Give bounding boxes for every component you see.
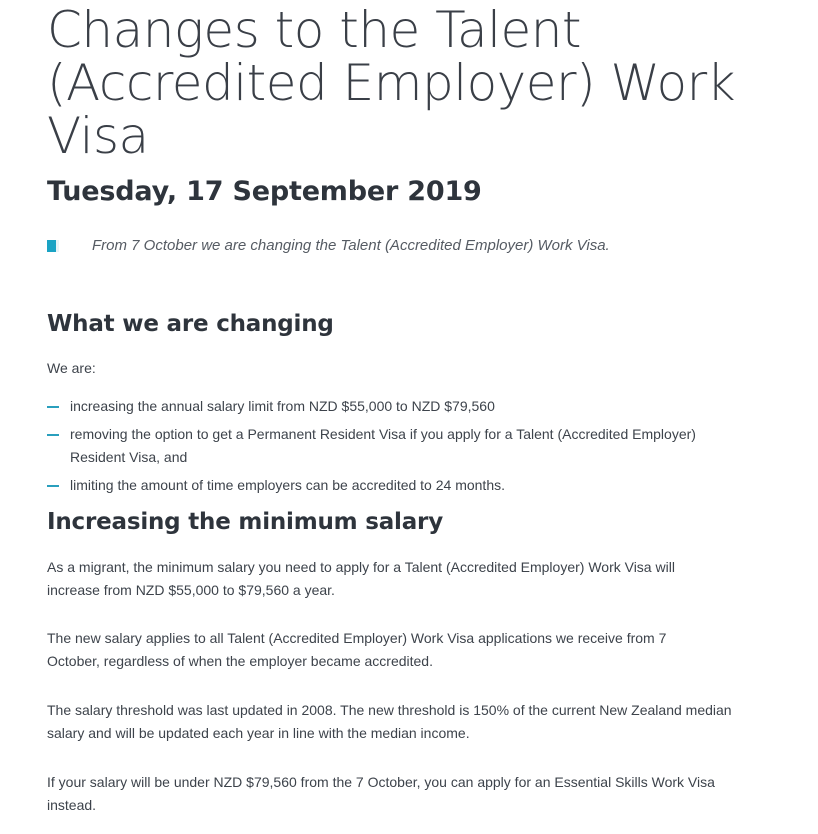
list-item: [47, 395, 767, 418]
paragraph: The salary threshold was last updated in 2008. The new threshold is 150% of the current New Zealand median salary and will be updated each year in line with the median income.: [47, 702, 732, 741]
article-date: Tuesday, 17 September 2019: [47, 176, 482, 207]
summary-callout: [47, 236, 610, 256]
paragraph: The new salary applies to all Talent (Accredited Employer) Work Visa applications we receive from 7 October, regardless of when the employer became accredited.: [47, 630, 667, 669]
page-title: Changes to the Talent (Accredited Employer) Work Visa: [47, 1, 736, 165]
list-item: [47, 423, 750, 469]
changes-list: [47, 395, 767, 502]
list-item-text: limiting the amount of time employers can be accredited to 24 months.: [70, 477, 505, 493]
summary-marker-icon: [47, 240, 56, 252]
list-item-text: increasing the annual salary limit from NZD $55,000 to NZD $79,560: [70, 398, 495, 414]
dash-bullet-icon: [47, 406, 59, 408]
summary-text: From 7 October we are changing the Talent (Accredited Employer) Work Visa.: [92, 237, 610, 254]
dash-bullet-icon: [47, 485, 59, 487]
dash-bullet-icon: [47, 434, 59, 436]
section-heading-changes: What we are changing: [47, 311, 334, 337]
section-heading-salary: Increasing the minimum salary: [47, 509, 443, 535]
paragraph: As a migrant, the minimum salary you need to apply for a Talent (Accredited Employer) Work Visa will increase from NZD $55,000 to $79,560 a year.: [47, 559, 675, 598]
list-item: [47, 474, 767, 497]
section-intro: We are:: [47, 360, 96, 376]
list-item-text: removing the option to get a Permanent Resident Visa if you apply for a Talent (Accredited Employer) Resident Visa, and: [70, 426, 696, 465]
paragraph: If your salary will be under NZD $79,560 from the 7 October, you can apply for an Essential Skills Work Visa instead.: [47, 774, 715, 813]
